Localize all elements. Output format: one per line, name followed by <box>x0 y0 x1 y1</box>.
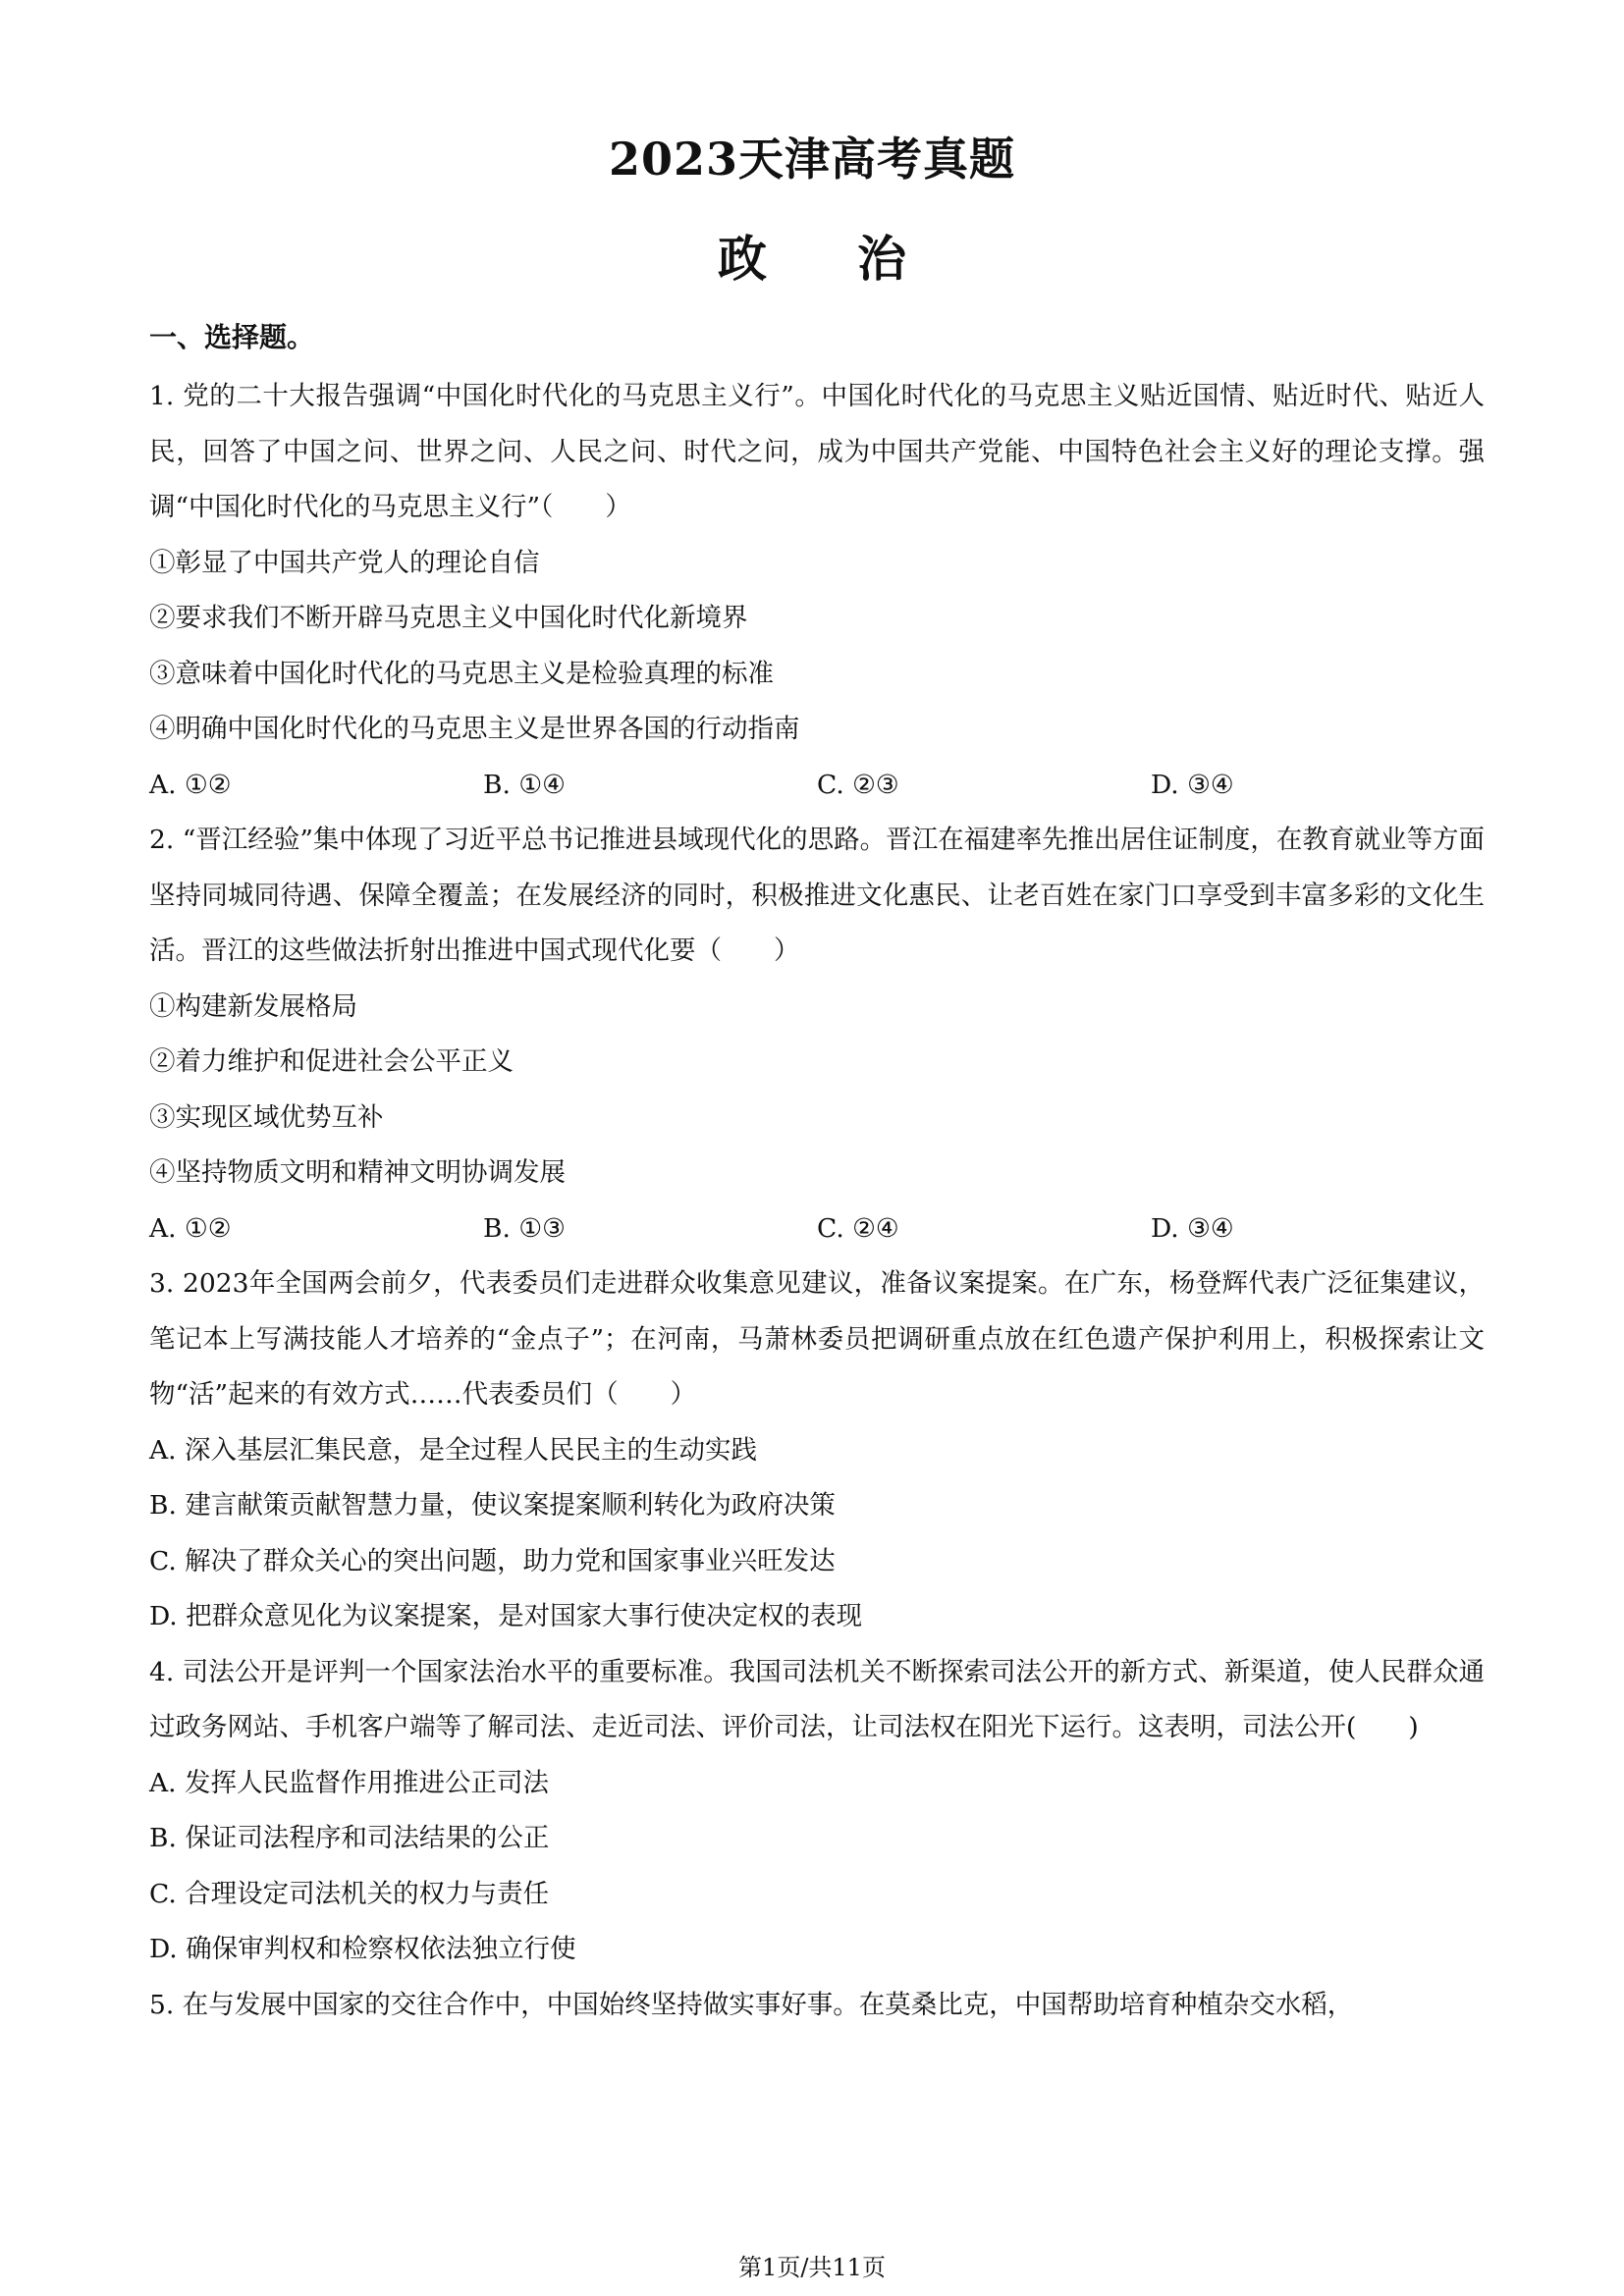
option-a: A. ①② <box>149 1212 232 1244</box>
question-stem: 5. 在与发展中国家的交往合作中，中国始终坚持做实事好事。在莫桑比克，中国帮助培育种植杂交水稻， <box>149 1989 1354 2020</box>
statement-item: ①构建新发展格局 <box>149 990 357 1022</box>
statement-item: ①彰显了中国共产党人的理论自信 <box>149 547 540 578</box>
section-heading: 一、选择题。 <box>149 321 315 353</box>
answer-options <box>149 758 1485 814</box>
option-c: C. ②③ <box>817 769 899 800</box>
option-a: A. ①② <box>149 769 232 800</box>
question-stem: 1. 党的二十大报告强调“中国化时代化的马克思主义行”。中国化时代化的马克思主义贴近国情、贴近时代、贴近人民，回答了中国之问、世界之问、人民之问、时代之问，成为中国共产党能、中国特色社会主义好的理论支撑。强调“中国化时代化的马克思主义行”（ ） <box>149 381 1485 522</box>
option-c: C. 解决了群众关心的突出问题，助力党和国家事业兴旺发达 <box>149 1545 836 1576</box>
option-c: C. ②④ <box>817 1212 899 1244</box>
option-b: B. ①③ <box>483 1212 566 1244</box>
statement-item: ③实现区域优势互补 <box>149 1101 384 1133</box>
option-d: D. ③④ <box>1151 769 1234 800</box>
statement-item: ②着力维护和促进社会公平正义 <box>149 1046 514 1077</box>
option-b: B. ①④ <box>483 769 566 800</box>
answer-options <box>149 1201 1485 1257</box>
question-5 <box>149 1978 1485 2034</box>
option-d: D. ③④ <box>1151 1212 1234 1244</box>
question-stem: 2. “晋江经验”集中体现了习近平总书记推进县域现代化的思路。晋江在福建率先推出居住证制度，在教育就业等方面坚持同城同待遇、保障全覆盖；在发展经济的同时，积极推进文化惠民、让老百姓在家门口享受到丰富多彩的文化生活。晋江的这些做法折射出推进中国式现代化要（ ） <box>149 825 1485 966</box>
option-b: B. 建言献策贡献智慧力量，使议案提案顺利转化为政府决策 <box>149 1490 836 1521</box>
option-a: A. 发挥人民监督作用推进公正司法 <box>149 1767 549 1798</box>
option-a: A. 深入基层汇集民意，是全过程人民民主的生动实践 <box>149 1434 757 1466</box>
option-b: B. 保证司法程序和司法结果的公正 <box>149 1823 550 1853</box>
exam-subject: 政治 <box>718 230 997 288</box>
page-number: 第1页/共11页 <box>738 2254 886 2281</box>
option-c: C. 合理设定司法机关的权力与责任 <box>149 1878 550 1909</box>
statement-item: ③意味着中国化时代化的马克思主义是检验真理的标准 <box>149 658 774 689</box>
exam-body <box>149 316 1485 2033</box>
question-1 <box>149 369 1485 813</box>
exam-title: 2023天津高考真题 <box>608 133 1016 186</box>
question-3 <box>149 1256 1485 1645</box>
question-2 <box>149 813 1485 1256</box>
statement-item: ②要求我们不断开辟马克思主义中国化时代化新境界 <box>149 603 748 633</box>
option-d: D. 确保审判权和检察权依法独立行使 <box>149 1934 576 1964</box>
statement-item: ④明确中国化时代化的马克思主义是世界各国的行动指南 <box>149 714 800 744</box>
option-d: D. 把群众意见化为议案提案，是对国家大事行使决定权的表现 <box>149 1601 863 1631</box>
question-stem: 4. 司法公开是评判一个国家法治水平的重要标准。我国司法机关不断探索司法公开的新方式、新渠道，使人民群众通过政务网站、手机客户端等了解司法、走近司法、评价司法，让司法权在阳光下运行。这表明，司法公开( ) <box>149 1656 1485 1742</box>
question-stem: 3. 2023年全国两会前夕，代表委员们走进群众收集意见建议，准备议案提案。在广东，杨登辉代表广泛征集建议，笔记本上写满技能人才培养的“金点子”；在河南，马萧林委员把调研重点放在红色遗产保护利用上，积极探索让文物“活”起来的有效方式……代表委员们（ ） <box>149 1268 1485 1410</box>
statement-item: ④坚持物质文明和精神文明协调发展 <box>149 1157 566 1188</box>
question-4 <box>149 1645 1485 1978</box>
